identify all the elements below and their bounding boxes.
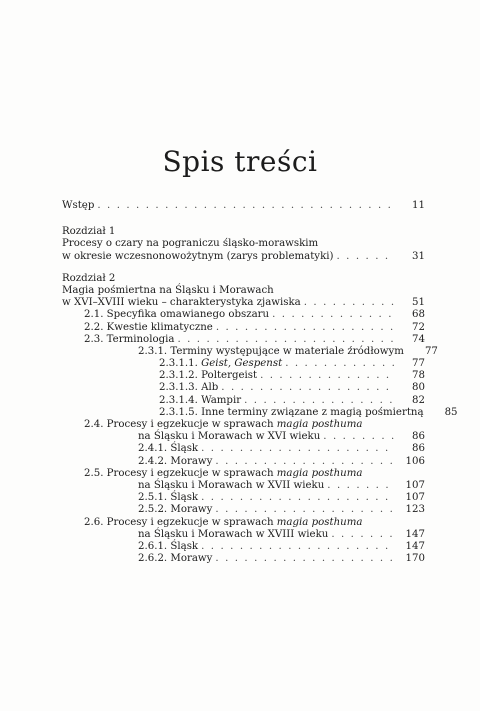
dot-leader: [215, 456, 394, 468]
dot-leader: [304, 297, 394, 309]
page-title: Spis treści: [162, 144, 318, 178]
toc-entry-label: [159, 358, 282, 370]
toc-entry-label: 2.3.1.4. Wampir: [159, 394, 242, 406]
toc-entry-label: 2.4. Procesy i egzekucje w sprawach magia posthuma: [84, 419, 363, 430]
chapter-label: Rozdział 1: [62, 226, 116, 238]
toc-entry-label: 2.6. Procesy i egzekucje w sprawach magia posthuma: [84, 516, 363, 528]
toc-page-number: 74: [412, 333, 425, 345]
toc-entry-label: 2.6.2. Morawy: [138, 553, 213, 565]
dot-leader: [201, 541, 394, 553]
toc-page-number: 106: [405, 455, 425, 467]
toc-entry-2-5-1[interactable]: [62, 492, 425, 504]
toc-entry-label: 2.5.2. Morawy: [138, 504, 213, 516]
toc-entry-2-6-1[interactable]: [62, 541, 425, 553]
toc-page-number: 78: [412, 370, 425, 382]
toc-entry-2-3-1-2[interactable]: [62, 370, 425, 382]
toc-entry-label: 2.5. Procesy i egzekucje w sprawach magia posthuma: [84, 467, 363, 479]
toc-entry-number: 2.3.1.1.: [159, 358, 198, 370]
toc-entry-2-3-1-4[interactable]: [62, 395, 425, 407]
toc-entry-italic-term: magia posthuma: [276, 419, 363, 430]
toc-page-number: 86: [412, 431, 425, 443]
toc-entry-2-4-1[interactable]: [62, 443, 425, 455]
toc-page-number: 85: [444, 406, 458, 418]
toc-page-number: 86: [412, 443, 425, 455]
dot-leader: [244, 395, 394, 407]
chapter-label: Rozdział 2: [62, 272, 116, 284]
toc-entry-label: 2.4.2. Morawy: [138, 455, 213, 467]
toc-entry-2-1[interactable]: [62, 309, 425, 321]
dot-leader: [323, 431, 394, 443]
toc-entry-italic-term: magia posthuma: [276, 516, 363, 528]
toc-page-number: 107: [405, 492, 425, 504]
dot-leader: [201, 492, 394, 504]
toc-entry-2-5[interactable]: [62, 480, 425, 492]
toc-entry-2-3-1-1[interactable]: [62, 358, 425, 370]
chapter-title-line: w XVI–XVIII wieku – charakterystyka zjawiska: [62, 297, 301, 309]
chapter-title-line: w okresie wczesnonowożytnym (zarys problematyki): [62, 250, 334, 262]
toc-page-number: 31: [412, 250, 425, 262]
toc-entry-wstep[interactable]: [62, 200, 425, 212]
toc-page-number: 51: [412, 297, 425, 309]
toc-entry-2-3[interactable]: [62, 334, 425, 346]
dot-leader: [216, 322, 394, 334]
toc-entry-2-6-2[interactable]: [62, 553, 425, 565]
toc-entry-label: na Śląsku i Morawach w XVI wieku: [138, 431, 321, 443]
dot-leader: [97, 200, 394, 212]
toc-entry-label: 2.3.1.2. Poltergeist: [159, 370, 258, 382]
toc-page-number: 77: [424, 345, 438, 357]
toc-entry-2-3-1-5[interactable]: [62, 406, 458, 419]
toc-page-number: 77: [412, 358, 425, 370]
toc-entry-label: 2.6.1. Śląsk: [138, 540, 199, 552]
toc-entry-chapter-2[interactable]: [62, 297, 425, 309]
toc-entry-label: na Śląsku i Morawach w XVIII wieku: [138, 528, 329, 540]
toc-entry-italic-term: Geist, Gespenst: [201, 358, 283, 370]
toc-entry-2-2[interactable]: [62, 322, 425, 334]
toc-entry-label: Wstęp: [62, 200, 95, 211]
toc-entry-label: 2.2. Kwestie klimatyczne: [84, 321, 213, 333]
dot-leader: [260, 370, 394, 382]
dot-leader: [285, 358, 394, 370]
toc-entry-chapter-1[interactable]: [62, 251, 425, 263]
toc-page-number: 80: [412, 382, 425, 394]
dot-leader: [221, 382, 394, 394]
toc-page-number: 107: [405, 479, 425, 491]
toc-page-number: 147: [405, 540, 425, 552]
dot-leader: [177, 334, 394, 346]
table-of-contents: [62, 200, 458, 565]
toc-entry-label: 2.1. Specyfika omawianego obszaru: [84, 309, 270, 321]
toc-entry-2-3-1-3[interactable]: [62, 382, 425, 394]
toc-entry-2-4-2[interactable]: [62, 456, 425, 468]
toc-entry-label: 2.3.1. Terminy występujące w materiale źródłowym: [138, 345, 404, 357]
dot-leader: [272, 309, 394, 321]
dot-leader: [215, 553, 394, 565]
toc-entry-label: na Śląsku i Morawach w XVII wieku: [138, 479, 325, 491]
toc-entry-2-6[interactable]: [62, 529, 425, 541]
dot-leader: [336, 251, 394, 263]
toc-entry-italic-term: magia posthuma: [276, 467, 363, 479]
toc-page-number: 170: [405, 553, 425, 565]
toc-page-number: 82: [412, 394, 425, 406]
toc-entry-2-4[interactable]: [62, 431, 425, 443]
toc-page-number: 68: [412, 309, 425, 321]
toc-entry-label: 2.4.1. Śląsk: [138, 443, 199, 455]
dot-leader: [215, 504, 394, 516]
toc-entry-label: 2.5.1. Śląsk: [138, 492, 199, 504]
dot-leader: [331, 529, 394, 541]
dot-leader: [327, 480, 394, 492]
toc-entry-2-3-1[interactable]: [62, 345, 438, 358]
chapter-title-line: Magia pośmiertna na Śląsku i Morawach: [62, 284, 274, 296]
toc-page-number: 11: [412, 200, 425, 211]
toc-page-number: 123: [405, 504, 425, 516]
toc-entry-label: 2.3. Terminologia: [84, 333, 175, 345]
toc-entry-label: 2.3.1.3. Alb: [159, 382, 219, 394]
toc-page-number: 72: [412, 321, 425, 333]
dot-leader: [201, 443, 394, 455]
chapter-title-line: Procesy o czary na pograniczu śląsko-morawskim: [62, 238, 319, 250]
toc-page-number: 147: [405, 528, 425, 540]
toc-entry-label: 2.3.1.5. Inne terminy związane z magią pośmiertną: [159, 406, 424, 418]
toc-entry-2-5-2[interactable]: [62, 504, 425, 516]
